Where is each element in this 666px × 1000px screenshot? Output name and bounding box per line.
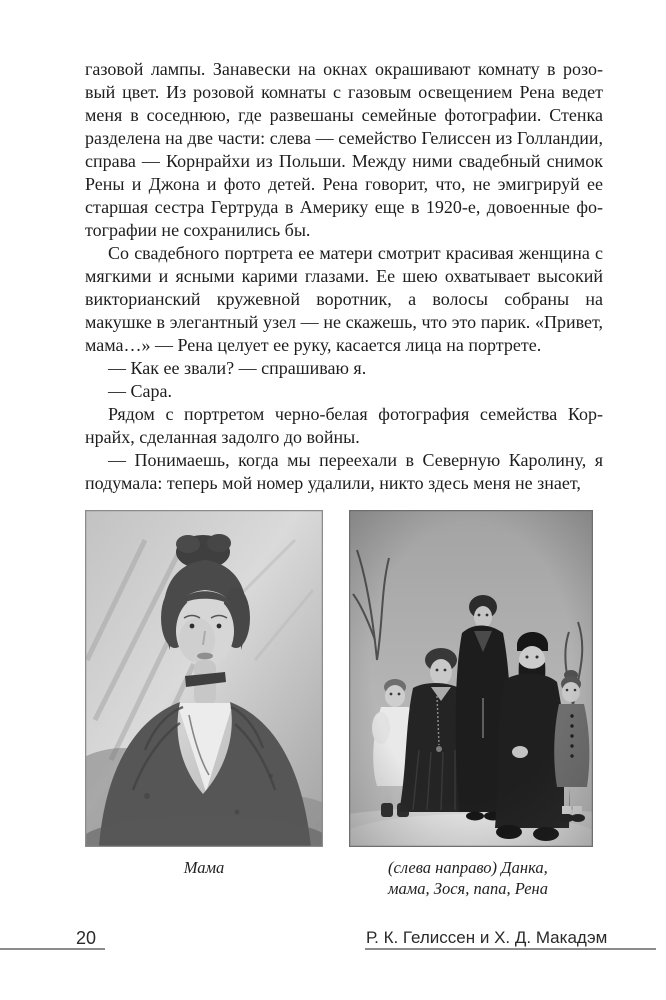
- mama-portrait-photo: [85, 510, 323, 847]
- photo-caption-family-line1: (слева направо) Данка,: [388, 858, 548, 877]
- footer-rule-right: [365, 948, 656, 950]
- body-paragraph: Рядом с портретом черно-белая фотография семейства Корнрайх, сделанная задолго до войны.: [85, 404, 603, 447]
- photo-caption-family-line2: мама, Зося, папа, Рена: [388, 879, 548, 898]
- family-photo-image: [349, 510, 593, 847]
- dialogue-line: — Как ее звали? — спрашиваю я.: [108, 358, 367, 378]
- running-title: Р. К. Гелиссен и Х. Д. Макадэм: [366, 928, 608, 947]
- body-paragraph: Со свадебного портрета ее матери смотрит красивая женщина с мягкими и ясными карими глазами. Ее шею охватывает высокий викторианский кружевной воротник, а волосы собраны на макушке в элегантный узел — не скажешь, что это парик. «Привет, мама…» — Рена целует ее руку, касается лица на портрете.: [85, 243, 603, 355]
- photo-caption-mama: Мама: [183, 858, 225, 877]
- dialogue-line: — Понимаешь, когда мы переехали в Северную Каролину, я подумала: теперь мой номер удалили, никто здесь меня не знает,: [85, 450, 603, 493]
- photographs-section: [85, 510, 603, 910]
- page-number: 20: [75, 928, 96, 948]
- body-text: [85, 58, 603, 495]
- family-photo: [349, 510, 593, 847]
- dialogue-line: — Сара.: [108, 381, 172, 401]
- mama-portrait-image: [85, 510, 323, 847]
- footer-rule-left: [0, 948, 105, 950]
- photo-caption-family: [388, 857, 548, 899]
- body-paragraph: газовой лампы. Занавески на окнах окрашивают комнату в розовый цвет. Из розовой комнаты с газовым освещением Рена ведет меня в соседнюю, где развешаны семейные фотографии. Стенка разделена на две части: слева — семейство Гелиссен из Голландии, справа — Корнрайхи из Польши. Между ними свадебный снимок Рены и Джона и фото детей. Рена говорит, что, не эмигрируй ее старшая сестра Гертруда в Америку еще в 1920-е, довоенные фотографии не сохранились бы.: [85, 59, 603, 240]
